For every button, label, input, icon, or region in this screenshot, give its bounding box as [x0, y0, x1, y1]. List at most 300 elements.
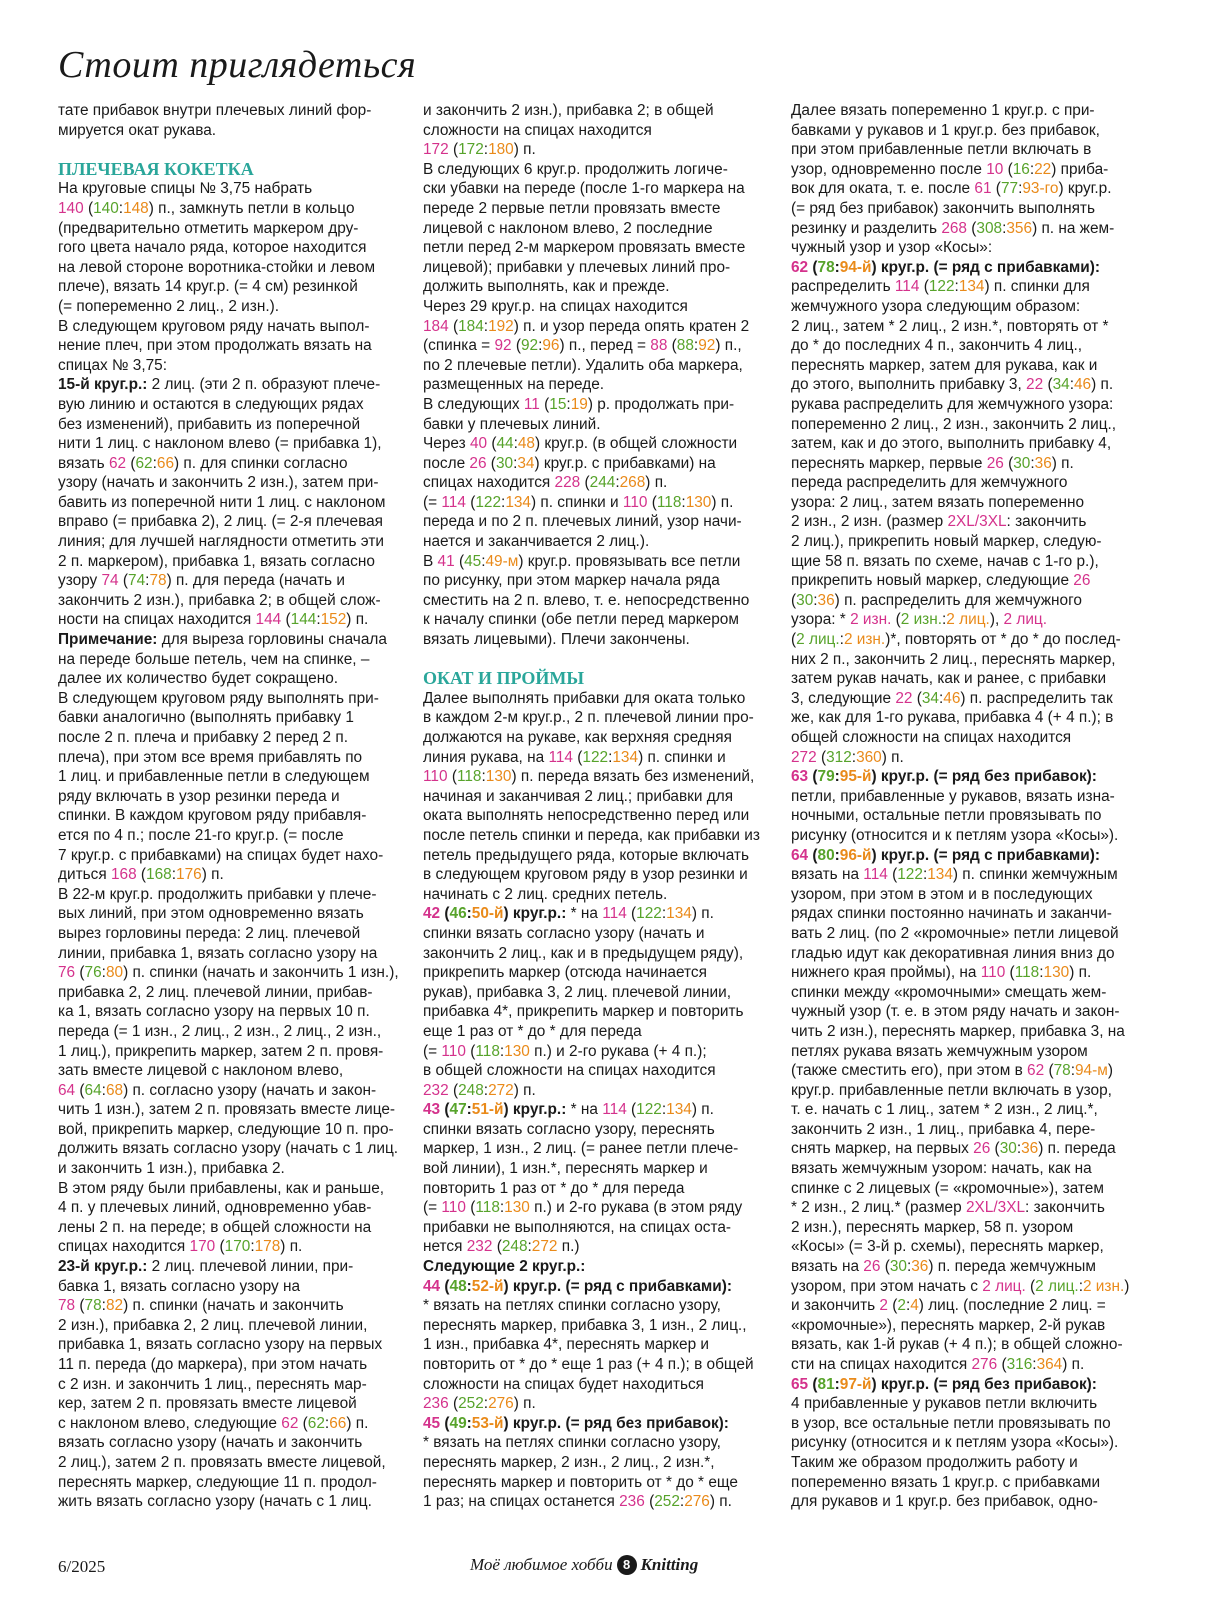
text-segment: спинки вязать согласно узору, переснять	[423, 1120, 715, 1138]
text-segment: ) п.	[691, 1101, 714, 1119]
text-segment: :	[942, 611, 947, 629]
text-segment: (предварительно отметить маркером дру-	[58, 219, 359, 237]
row-number: 44	[423, 1277, 441, 1295]
size-value: 118	[475, 1042, 500, 1060]
text-segment: вправо (= прибавка 2), 2 лиц. (= 2-я плечевая	[58, 513, 383, 531]
text-segment: (также сместить его), при этом в	[791, 1062, 1028, 1080]
text-segment: «кромочные»), переснять маркер, 2-й рукав	[791, 1316, 1106, 1334]
text-line	[58, 258, 400, 278]
text-segment: ) п. согласно узору (начать и закон-	[123, 1081, 377, 1099]
text-line	[58, 1394, 400, 1414]
text-line	[423, 983, 765, 1003]
text-line	[58, 748, 400, 768]
text-line	[423, 865, 765, 885]
text-segment: (	[83, 199, 94, 217]
text-segment: лены 2 п. на переде; в общей сложности на	[58, 1218, 372, 1236]
text-line	[58, 1198, 400, 1218]
text-line	[791, 1042, 1133, 1062]
text-segment: (	[580, 474, 590, 492]
text-segment: 2 лиц. (эти 2 п. образуют плече-	[147, 376, 381, 394]
text-segment: В следующих 6 круг.р. продолжить логиче-	[423, 160, 728, 178]
size-value: 82	[105, 1297, 124, 1315]
text-segment: рядах спинки постоянно начинать и заканчи-	[791, 905, 1112, 923]
text-segment: размещенных на переде.	[423, 376, 605, 394]
size-value: 172	[458, 141, 484, 159]
text-segment: :	[481, 768, 486, 786]
text-segment: (	[1005, 964, 1015, 982]
size-value: 76	[58, 964, 76, 982]
size-value: 122	[928, 278, 955, 296]
size-value: 64	[84, 1081, 102, 1099]
text-segment: повторить от * до * еще 1 раз (+ 4 п.); в общей	[423, 1356, 754, 1373]
text-segment: 1 раз; на спицах останется	[423, 1493, 620, 1511]
text-segment: спицах находится	[423, 474, 555, 492]
text-segment: плеча), при этом все время прибавлять по	[58, 748, 363, 766]
text-line	[58, 944, 400, 964]
size-value: 118	[1014, 964, 1040, 982]
text-segment: т. е. начать с 1 лиц., затем * 2 изн., 2 лиц.*,	[791, 1101, 1098, 1119]
text-segment: (спинка =	[423, 337, 495, 355]
bold-label: Следующие 2 круг.р.:	[423, 1258, 586, 1276]
text-line	[423, 1139, 765, 1159]
size-value: 36	[911, 1258, 929, 1276]
text-segment: лицевой с наклоном влево, 2 последние	[423, 219, 713, 237]
text-segment: :	[527, 1238, 532, 1256]
section-heading: ПЛЕЧЕВАЯ КОКЕТКА	[58, 158, 254, 179]
text-line	[423, 1237, 765, 1257]
text-segment: них 2 п., закончить 2 лиц., переснять маркер,	[791, 650, 1116, 668]
text-segment: нити 1 лиц. с наклоном влево (= прибавка 1),	[58, 435, 382, 453]
text-segment: далее их количество будет сокращено.	[58, 670, 339, 688]
text-segment: прибавка 2, 2 лиц. плечевой линии, прибав-	[58, 983, 373, 1001]
size-value: 130	[1043, 964, 1070, 982]
text-segment: Таким же образом продолжить работу и	[791, 1453, 1078, 1471]
text-line	[58, 1296, 400, 1316]
size-value: 88	[650, 337, 668, 355]
text-segment: затем, как и до этого, выполнить прибавку 4,	[791, 435, 1112, 453]
text-line	[58, 1355, 400, 1375]
text-line	[423, 336, 765, 356]
text-segment: :	[483, 1395, 489, 1413]
text-segment: вырез горловины переда: 2 лиц. плечевой	[58, 924, 361, 942]
text-line	[791, 767, 1133, 787]
text-segment: (	[492, 1238, 502, 1256]
text-segment: прикрепить маркер (отсюда начинается	[423, 964, 707, 982]
text-segment: В	[423, 552, 438, 570]
text-line	[58, 395, 400, 415]
text-segment: петли, прибавленные у рукавов, вязать изна-	[791, 787, 1115, 805]
size-value: 130	[504, 1042, 530, 1060]
text-segment: вязать на	[791, 866, 864, 884]
size-value: 184	[458, 317, 484, 335]
text-line	[423, 1198, 765, 1218]
size-value: 78	[149, 572, 167, 590]
bold-label: ) круг.р. (= ряд с прибавками):	[871, 258, 1100, 276]
text-segment: нается и заканчивается 2 лиц.).	[423, 533, 650, 551]
size-value: 144	[255, 611, 282, 629]
text-segment: (	[539, 395, 550, 413]
magazine-name: Моё любимое хобби	[470, 1555, 613, 1574]
text-line	[423, 1022, 765, 1042]
bold-label: :	[834, 768, 840, 786]
row-number: 45	[423, 1414, 441, 1432]
text-segment: ) п. спинки (начать и закончить	[123, 1297, 344, 1315]
text-segment: В следующем круговом ряду выполнять при-	[58, 689, 379, 707]
text-line	[58, 865, 400, 885]
text-segment: зать вместе лицевой с наклоном влево,	[58, 1062, 344, 1080]
text-segment: тате прибавок внутри плечевых линий фор-	[58, 102, 372, 119]
text-line	[791, 1120, 1133, 1140]
size-value: 44	[496, 435, 514, 453]
size-value: 248	[501, 1238, 528, 1256]
text-segment: ) п. переда	[1038, 1140, 1116, 1158]
text-segment: и закончить 1 изн.), прибавка 2.	[58, 1160, 285, 1178]
text-line	[58, 767, 400, 787]
text-segment: Далее вязать попеременно 1 круг.р. с при-	[791, 102, 1095, 119]
text-line	[791, 434, 1133, 454]
text-segment: :	[922, 866, 928, 884]
text-line	[791, 356, 1133, 376]
text-segment: (	[465, 1042, 476, 1060]
text-segment: Далее выполнять прибавки для оката только	[423, 689, 746, 707]
text-line	[58, 571, 400, 591]
text-line	[423, 1218, 765, 1238]
text-line	[423, 571, 765, 591]
text-segment: на переде больше петель, чем на спинке, –	[58, 650, 370, 668]
text-segment: диться	[58, 866, 111, 884]
text-segment: :	[679, 1493, 685, 1511]
text-line	[423, 1002, 765, 1022]
text-segment: (	[791, 631, 797, 649]
text-segment: :	[513, 454, 518, 472]
text-line	[791, 454, 1133, 474]
text-line	[791, 1375, 1133, 1395]
text-line	[423, 1492, 765, 1512]
text-line	[791, 1061, 1133, 1081]
text-line	[58, 415, 400, 435]
bold-label: (	[440, 1414, 450, 1432]
text-segment: ) п. спинки жемчужным	[952, 866, 1118, 884]
bold-label: ) круг.р.:	[503, 1101, 567, 1119]
text-segment: (	[448, 141, 459, 159]
text-line	[791, 552, 1133, 572]
text-segment: 2 изн., 2 изн. (размер	[791, 513, 948, 531]
text-segment: :	[483, 317, 489, 335]
text-column-2	[423, 101, 765, 1512]
text-segment: ) п.	[201, 866, 224, 884]
size-value: 272	[488, 1081, 514, 1099]
size-value: 22	[895, 689, 913, 707]
text-line	[791, 1179, 1133, 1199]
text-segment: )*, повторять от * до * до послед-	[885, 631, 1121, 649]
text-line	[423, 1453, 765, 1473]
text-line	[791, 806, 1133, 826]
text-segment: прибавка 4*, прикрепить маркер и повторить	[423, 1003, 744, 1021]
size-value: 22	[1026, 376, 1044, 394]
text-line	[58, 1139, 400, 1159]
text-line	[791, 1316, 1133, 1336]
text-segment: вок для оката, т. е. после	[791, 180, 975, 198]
text-segment: (	[298, 1414, 308, 1432]
text-line	[791, 395, 1133, 415]
text-line	[423, 1473, 765, 1493]
size-value: 2 лиц.	[1035, 1277, 1079, 1295]
text-segment: ) п. и узор переда опять кратен 2	[513, 317, 750, 335]
text-line	[791, 1237, 1133, 1257]
text-line	[423, 532, 765, 552]
text-line	[58, 1433, 400, 1453]
text-segment: при этом прибавленные петли включать в	[791, 141, 1092, 159]
size-value: 94-м	[1074, 1062, 1108, 1080]
text-line	[423, 473, 765, 493]
text-segment: (	[912, 689, 922, 707]
text-line	[791, 512, 1133, 532]
text-segment: (	[887, 866, 898, 884]
size-value: 316	[1006, 1356, 1033, 1373]
text-segment: затем рукав начать, как и ранее, с прибавки	[791, 670, 1107, 688]
text-line	[423, 904, 765, 924]
text-segment: ) п.	[280, 1238, 303, 1256]
text-segment: спинки между «кромочными» смещать жем-	[791, 983, 1107, 1001]
size-value: 49-м	[485, 552, 519, 570]
size-value: 34	[1052, 376, 1070, 394]
text-segment: переде 2 первые петли провязать вместе	[423, 199, 721, 217]
size-value: 122	[636, 1101, 662, 1119]
text-segment: (	[647, 493, 657, 511]
size-value: 134	[927, 866, 953, 884]
bold-label: ) круг.р. (= ряд с прибавками):	[871, 846, 1100, 864]
text-segment: :	[513, 435, 518, 453]
text-line	[58, 1100, 400, 1120]
size-value: 34	[921, 689, 939, 707]
text-segment: (	[281, 611, 291, 629]
size-value: 144	[290, 611, 317, 629]
text-line	[423, 199, 765, 219]
text-line	[791, 1257, 1133, 1277]
size-value: 122	[897, 866, 923, 884]
text-line	[423, 121, 765, 141]
text-segment: нение плеч, при этом продолжать вязать на	[58, 337, 372, 355]
text-line	[58, 1316, 400, 1336]
text-segment: ) п., замкнуть петли в кольцо	[148, 199, 355, 217]
text-line	[423, 1179, 765, 1199]
text-line	[423, 395, 765, 415]
text-line	[791, 1081, 1133, 1101]
bold-label: (	[808, 846, 818, 864]
text-segment: ) п.	[711, 493, 734, 511]
text-line	[423, 1394, 765, 1414]
text-segment: вязать лицевыми). Плечи закончены.	[423, 631, 690, 649]
text-line	[58, 493, 400, 513]
size-value: 2	[897, 1297, 906, 1315]
size-value: 45	[464, 552, 482, 570]
text-segment: * на	[566, 1101, 603, 1119]
text-segment: должаются на рукаве, как верхняя средняя	[423, 729, 732, 746]
text-segment: ) п. спинки и	[638, 748, 726, 766]
text-segment: :	[615, 474, 620, 492]
text-line	[58, 434, 400, 454]
text-segment: начиная и заканчивая 2 лиц.; прибавки для	[423, 787, 734, 805]
size-value: 130	[685, 493, 712, 511]
text-segment: (	[448, 1081, 459, 1099]
text-segment: закончить 2 лиц., как и в предыдущем ряду),	[423, 944, 744, 962]
text-segment: прикрепить новый маркер, следующие	[791, 572, 1074, 590]
text-segment: :	[1039, 964, 1044, 982]
text-segment: вязать на	[791, 1258, 864, 1276]
text-line	[423, 1159, 765, 1179]
text-segment: ) приба-	[1051, 160, 1109, 178]
text-segment: :	[499, 1199, 505, 1217]
text-segment: вой, прикрепить маркер, следующие 10 п. про-	[58, 1120, 394, 1138]
size-value: 170	[189, 1238, 216, 1256]
text-segment: узором, при этом в этом и в последующих	[791, 885, 1093, 903]
row-number: 95-й	[839, 768, 872, 786]
size-value: 130	[485, 768, 512, 786]
row-number: 43	[423, 1101, 441, 1119]
text-segment: ) п.	[513, 1395, 536, 1413]
text-segment: :	[813, 591, 818, 609]
text-line	[791, 160, 1133, 180]
text-segment: ) п.	[346, 1414, 369, 1432]
bold-label: :	[466, 905, 472, 923]
text-line	[58, 454, 400, 474]
text-line	[791, 885, 1133, 905]
bold-label: :	[834, 1375, 840, 1393]
text-line	[791, 591, 1133, 611]
text-line	[423, 297, 765, 317]
text-line	[423, 630, 765, 650]
text-segment: в узор, все остальные петли провязывать по	[791, 1414, 1111, 1432]
size-value: 244	[589, 474, 616, 492]
size-value: 78	[1053, 1062, 1071, 1080]
size-value: 140	[93, 199, 119, 217]
size-value: 312	[826, 748, 852, 766]
text-line	[58, 1179, 400, 1199]
text-line	[58, 238, 400, 258]
size-value: 30	[1013, 454, 1031, 472]
text-segment: щие 58 п. вязать по схеме, начав с 1-го р.),	[791, 552, 1099, 570]
text-line	[791, 904, 1133, 924]
text-line	[58, 1277, 400, 1297]
text-segment: п.) и 2-го рукава (в этом ряду	[529, 1199, 743, 1217]
row-number: 96-й	[839, 846, 872, 864]
size-value: 74	[101, 572, 119, 590]
text-segment: ) круг.р. (в общей сложности	[535, 435, 738, 453]
text-segment: по 2 плечевые петли). Удалить оба маркера,	[423, 356, 743, 374]
text-segment: :	[1070, 1062, 1075, 1080]
size-value: 78	[58, 1297, 76, 1315]
size-value: 110	[980, 964, 1006, 982]
size-value: 130	[504, 1199, 530, 1217]
bold-label: (	[440, 1277, 450, 1295]
text-segment: закончить 2 изн., 1 лиц., прибавка 4, пере-	[791, 1120, 1096, 1138]
text-line	[423, 317, 765, 337]
text-line	[58, 473, 400, 493]
text-line	[423, 434, 765, 454]
text-line	[791, 1100, 1133, 1120]
text-line	[791, 983, 1133, 1003]
text-line	[423, 101, 765, 121]
text-line	[423, 454, 765, 474]
text-segment: ) п.	[1051, 454, 1074, 472]
text-segment: нется	[423, 1238, 467, 1256]
size-value: 93-го	[1022, 180, 1059, 198]
text-segment: распределить	[791, 278, 895, 296]
size-value: 276	[971, 1356, 998, 1373]
text-line	[423, 610, 765, 630]
text-segment: ряду включать в узор резинки переда и	[58, 787, 340, 805]
text-line	[58, 356, 400, 376]
text-segment: 4 п. у плечевых линий, одновременно убав-	[58, 1199, 372, 1217]
text-segment: рисунку (относится и к петлям узора «Косы»).	[791, 826, 1119, 844]
bold-label: ) круг.р. (= ряд без прибавок):	[871, 768, 1097, 786]
size-value: 22	[1034, 160, 1052, 178]
text-segment: :	[906, 1258, 912, 1276]
text-line	[58, 1492, 400, 1512]
text-segment: (	[465, 493, 476, 511]
text-line	[423, 179, 765, 199]
text-segment: переснять маркер, 2 изн., 2 лиц., 2 изн.*,	[423, 1453, 715, 1471]
text-line	[791, 1159, 1133, 1179]
text-segment: ) р. продолжать при-	[587, 395, 735, 413]
text-line	[58, 375, 400, 395]
text-segment: переда (= 1 изн., 2 лиц., 2 изн., 2 лиц., 2 изн.,	[58, 1022, 382, 1040]
size-value: 62	[108, 454, 127, 472]
text-segment: до этого, выполнить прибавку 3,	[791, 376, 1027, 394]
text-line	[423, 277, 765, 297]
size-value: 46	[1073, 376, 1092, 394]
text-line	[791, 317, 1133, 337]
text-line	[423, 1316, 765, 1336]
text-line	[58, 1414, 400, 1434]
text-line	[791, 375, 1133, 395]
size-value: 10	[986, 160, 1004, 178]
text-segment: вязать	[58, 454, 109, 472]
bold-label: ) круг.р.:	[503, 905, 567, 923]
size-value: 2 изн.	[900, 611, 943, 629]
size-value: 134	[612, 748, 639, 766]
text-segment: должить вязать согласно узору (начать с 1 лиц.	[58, 1140, 399, 1158]
text-line	[58, 983, 400, 1003]
size-value: 180	[488, 141, 514, 159]
text-line	[58, 1237, 400, 1257]
text-line	[58, 179, 400, 199]
text-segment: :	[145, 572, 150, 590]
text-segment: рукав), прибавка 3, 2 лиц. плечевой линии,	[423, 983, 731, 1001]
text-segment: :	[661, 905, 667, 923]
size-value: 364	[1036, 1356, 1063, 1373]
text-segment: прибавка 1, вязать согласно узору на первых	[58, 1336, 383, 1354]
text-line	[791, 493, 1133, 513]
section-heading: ОКАТ И ПРОЙМЫ	[423, 668, 585, 689]
size-value: 2 изн.	[843, 631, 886, 649]
text-line	[791, 277, 1133, 297]
text-segment: (	[511, 337, 521, 355]
text-segment: к началу спинки (обе петли перед маркером	[423, 611, 739, 629]
text-segment: ) п.	[1062, 1356, 1085, 1373]
size-value: 2 лиц.	[1003, 611, 1048, 629]
text-line	[58, 336, 400, 356]
text-segment: ) п. спинки и	[531, 493, 623, 511]
text-segment: (	[75, 1081, 85, 1099]
text-line	[58, 101, 400, 121]
text-line	[423, 1277, 765, 1297]
text-segment: (	[990, 1140, 1000, 1158]
text-line	[423, 846, 765, 866]
text-line	[423, 787, 765, 807]
size-value: 110	[441, 1042, 466, 1060]
text-segment: попеременно 2 лиц., 2 изн., закончить 2 лиц.,	[791, 415, 1117, 433]
